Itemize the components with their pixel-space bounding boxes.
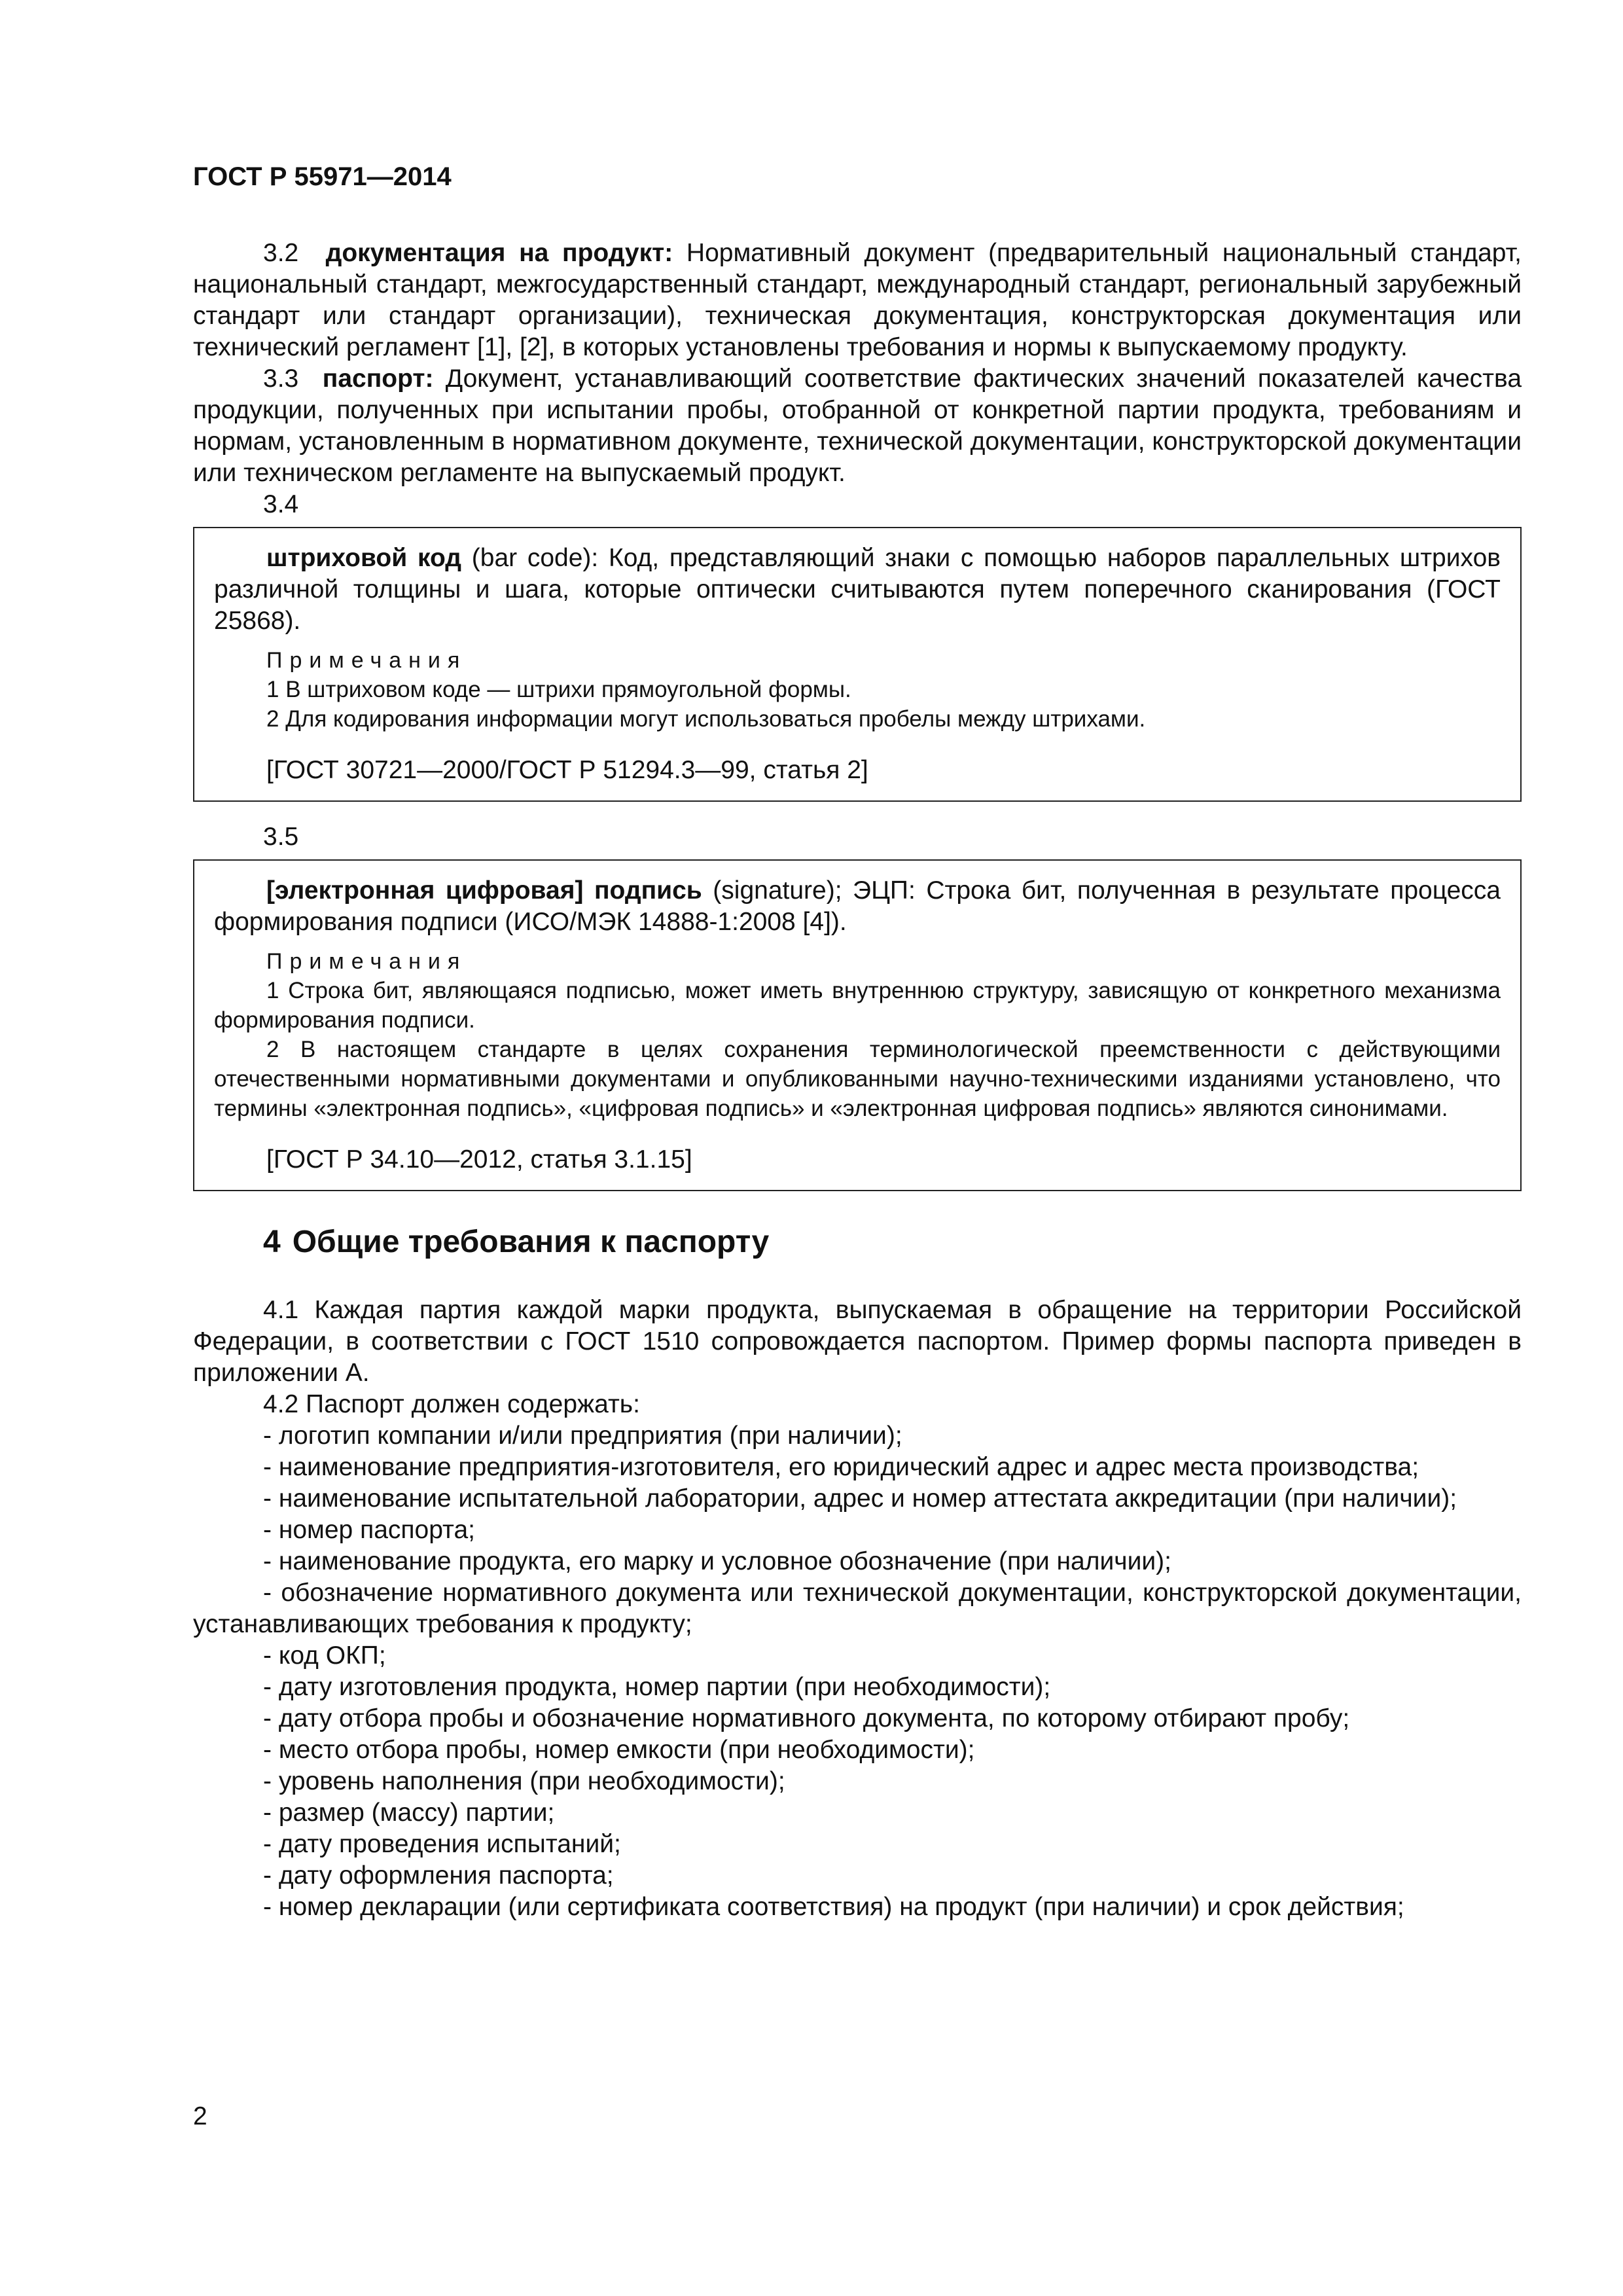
- definition-term: документация на продукт:: [325, 239, 673, 267]
- definition-text: Нормативный документ (предварительный национальный стандарт, национальный стандарт, межгосударственный стандарт, международный стандарт, региональный зарубежный стандарт или стандарт организации), техническая документация, конструкторская документация или технический регламент [1], [2], в которых установлены требования и нормы к выпускаемому продукту.: [193, 239, 1522, 361]
- list-item: - дату проведения испытаний;: [263, 1830, 621, 1858]
- document-header: ГОСТ Р 55971—2014: [193, 162, 452, 191]
- list-item: - код ОКП;: [263, 1641, 386, 1670]
- source-reference: [ГОСТ 30721—2000/ГОСТ Р 51294.3—99, статья 2]: [266, 756, 868, 784]
- list-item: - номер паспорта;: [263, 1516, 475, 1544]
- note-item: 1 Строка бит, являющаяся подписью, может иметь внутреннюю структуру, зависящую от конкретного механизма формирования подписи.: [214, 978, 1501, 1033]
- definition-3-2: [193, 238, 1522, 363]
- list-item: - дату отбора пробы и обозначение нормативного документа, по которому отбирают пробу;: [263, 1704, 1350, 1732]
- section-heading: [193, 1223, 1522, 1262]
- list-item: - размер (массу) партии;: [263, 1799, 555, 1827]
- box-text: (signature); ЭЦП: Строка бит, полученная в результате процесса формирования подписи (ИСО/МЭК 14888-1:2008 [4]).: [214, 876, 1501, 936]
- source-reference: [ГОСТ Р 34.10—2012, статья 3.1.15]: [266, 1145, 692, 1174]
- list-item: - обозначение нормативного документа или технической документации, конструкторской документации, устанавливающих требования к продукту;: [193, 1579, 1522, 1638]
- definition-box-3-5: [193, 859, 1522, 1191]
- list-item: - наименование предприятия-изготовителя, его юридический адрес и адрес места производства;: [263, 1453, 1419, 1481]
- list-item: - наименование продукта, его марку и условное обозначение (при наличии);: [263, 1547, 1172, 1575]
- list-item: - логотип компании и/или предприятия (при наличии);: [263, 1422, 902, 1450]
- note-item: 2 В настоящем стандарте в целях сохранения терминологической преемственности с действующими отечественными нормативными документами и опубликованными научно-техническими изданиями установлено, что термины «электронная подпись», «цифровая подпись» и «электронная цифровая подпись» являются синонимами.: [214, 1037, 1501, 1121]
- list-item: - дату оформления паспорта;: [263, 1861, 614, 1890]
- note-item: 2 Для кодирования информации могут использоваться пробелы между штрихами.: [266, 706, 1146, 732]
- page-number: 2: [193, 2102, 207, 2130]
- definition-number-3-4: 3.4: [263, 490, 299, 518]
- requirements-list: [193, 1420, 1522, 1923]
- paragraph-4-2: 4.2 Паспорт должен содержать:: [263, 1390, 640, 1418]
- definition-term: паспорт:: [322, 365, 434, 393]
- list-item: - место отбора пробы, номер емкости (при необходимости);: [263, 1736, 975, 1764]
- page-content: [193, 160, 1522, 1923]
- notes-title: Примечания: [266, 648, 467, 673]
- notes-title: Примечания: [266, 949, 467, 974]
- definition-text: Документ, устанавливающий соответствие фактических значений показателей качества продукции, полученных при испытании пробы, отобранной от конкретной партии продукта, требованиям и нормам, установленным в нормативном документе, технической документации, конструкторской документации или техническом регламенте на выпускаемый продукт.: [193, 365, 1522, 487]
- list-item: - номер декларации (или сертификата соответствия) на продукт (при наличии) и срок действия;: [263, 1893, 1404, 1921]
- box-term: [электронная цифровая] подпись: [266, 876, 702, 905]
- box-text: (bar code): Код, представляющий знаки с помощью наборов параллельных штрихов различной толщины и шага, которые оптически считываются путем поперечного сканирования (ГОСТ 25868).: [214, 544, 1501, 635]
- box-definition: [214, 875, 1501, 938]
- section-title: Общие требования к паспорту: [292, 1225, 770, 1259]
- definition-3-3: [193, 363, 1522, 489]
- box-definition: [214, 543, 1501, 637]
- list-item: - дату изготовления продукта, номер партии (при необходимости);: [263, 1673, 1051, 1701]
- list-item: - наименование испытательной лаборатории, адрес и номер аттестата аккредитации (при наличии);: [263, 1484, 1457, 1513]
- definition-number: 3.3: [263, 365, 299, 393]
- section-number: 4: [263, 1225, 281, 1259]
- note-item: 1 В штриховом коде — штрихи прямоугольной формы.: [266, 677, 851, 702]
- definition-box-3-4: [193, 527, 1522, 802]
- list-item: - уровень наполнения (при необходимости);: [263, 1767, 785, 1795]
- definition-number: 3.2: [263, 239, 299, 267]
- box-term: штриховой код: [266, 544, 462, 572]
- paragraph-4-1: 4.1 Каждая партия каждой марки продукта, выпускаемая в обращение на территории Российской Федерации, в соответствии с ГОСТ 1510 сопровождается паспортом. Пример формы паспорта приведен в приложении А.: [193, 1296, 1522, 1387]
- definition-number-3-5: 3.5: [263, 823, 299, 851]
